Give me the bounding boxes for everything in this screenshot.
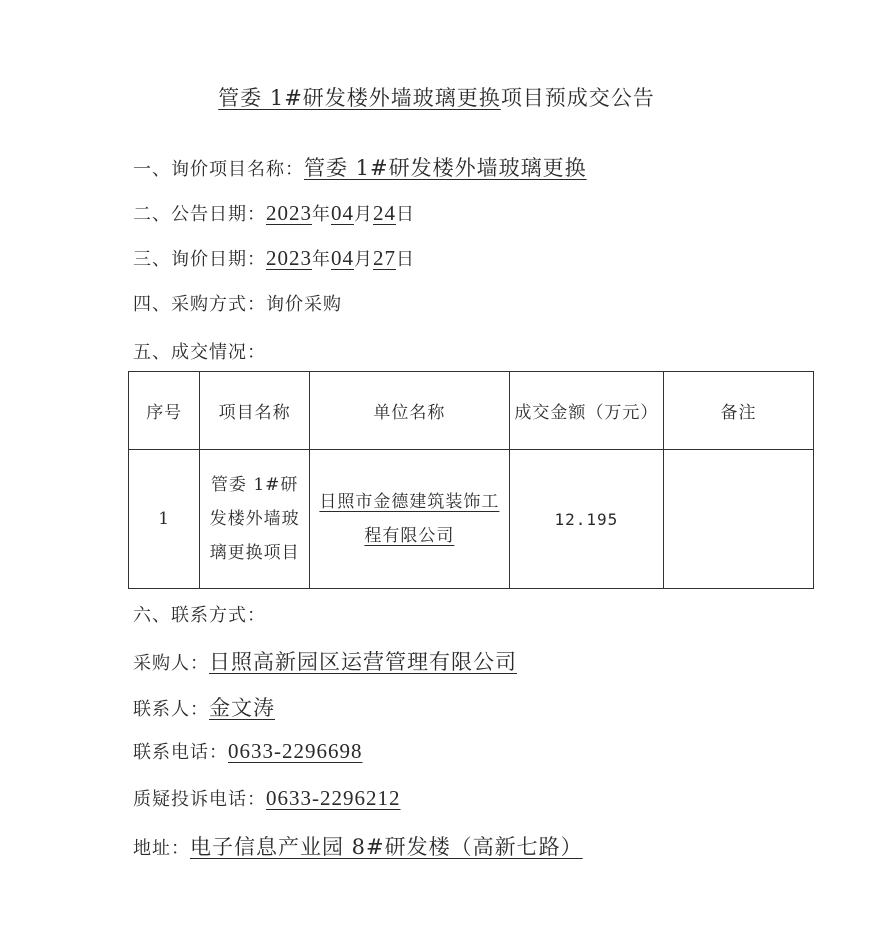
cell-company — [309, 450, 509, 589]
inquiry-day: 27 — [373, 246, 396, 270]
announce-day-unit: 日 — [396, 204, 415, 225]
method-label: 四、采购方式： — [133, 294, 266, 315]
announce-month-unit: 月 — [354, 204, 373, 225]
result-label: 五、成交情况： — [133, 342, 266, 363]
person-line — [133, 692, 275, 722]
announce-date-label: 二、公告日期： — [133, 204, 266, 225]
method-value: 询价采购 — [266, 294, 342, 315]
table-header-row — [129, 372, 814, 450]
cell-remark — [664, 450, 814, 589]
address-line — [133, 831, 583, 861]
inquiry-date-line — [133, 245, 415, 271]
project-name-line — [133, 152, 587, 182]
contact-heading — [133, 601, 266, 627]
cell-no: 1 — [129, 450, 200, 589]
header-amount: 成交金额（万元） — [509, 372, 663, 450]
header-no: 序号 — [129, 372, 200, 450]
inquiry-day-unit: 日 — [396, 249, 415, 270]
announce-month: 04 — [331, 201, 354, 225]
person-value: 金文涛 — [209, 696, 275, 720]
project-name-label: 一、询价项目名称： — [133, 159, 304, 180]
announce-year: 2023 — [266, 201, 312, 225]
announce-day: 24 — [373, 201, 396, 225]
title-underlined: 管委 1#研发楼外墙玻璃更换 — [218, 86, 501, 110]
header-company: 单位名称 — [309, 372, 509, 450]
header-remark: 备注 — [664, 372, 814, 450]
announce-date-line — [133, 200, 415, 226]
title-rest: 项目预成交公告 — [500, 86, 655, 110]
phone-line — [133, 738, 363, 764]
phone-value: 0633-2296698 — [228, 739, 363, 763]
inquiry-date-label: 三、询价日期： — [133, 249, 266, 270]
inquiry-year-unit: 年 — [312, 249, 331, 270]
complaint-value: 0633-2296212 — [266, 786, 401, 810]
inquiry-year: 2023 — [266, 246, 312, 270]
announce-year-unit: 年 — [312, 204, 331, 225]
address-label: 地址： — [133, 838, 190, 859]
result-table — [128, 371, 814, 589]
method-line — [133, 290, 342, 316]
complaint-label: 质疑投诉电话： — [133, 789, 266, 810]
header-project: 项目名称 — [200, 372, 310, 450]
table-row — [129, 450, 814, 589]
inquiry-month: 04 — [331, 246, 354, 270]
buyer-value: 日照高新园区运营管理有限公司 — [209, 650, 517, 674]
company-name: 日照市金德建筑装饰工程有限公司 — [319, 492, 500, 546]
page-title — [0, 82, 873, 112]
address-value: 电子信息产业园 8#研发楼（高新七路） — [190, 835, 583, 859]
result-heading — [133, 338, 266, 364]
inquiry-month-unit: 月 — [354, 249, 373, 270]
complaint-line — [133, 785, 401, 811]
cell-amount: 12.195 — [509, 450, 663, 589]
phone-label: 联系电话： — [133, 742, 228, 763]
project-name-value: 管委 1#研发楼外墙玻璃更换 — [304, 156, 587, 180]
person-label: 联系人： — [133, 699, 209, 720]
buyer-label: 采购人： — [133, 653, 209, 674]
contact-label: 六、联系方式： — [133, 605, 266, 626]
cell-project: 管委 1#研发楼外墙玻璃更换项目 — [200, 450, 310, 589]
buyer-line — [133, 646, 517, 676]
